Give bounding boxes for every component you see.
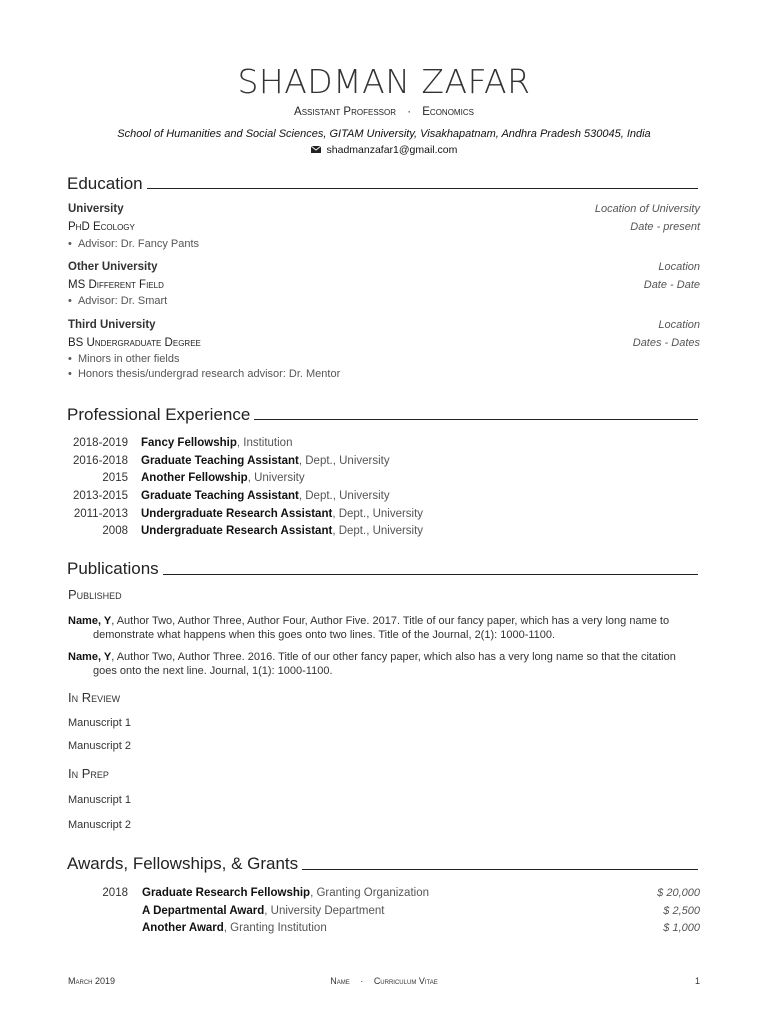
footer-name: Name bbox=[330, 976, 350, 986]
position-separator: · bbox=[407, 106, 412, 118]
experience-item: Another Fellowship, University bbox=[141, 472, 305, 484]
award-amount: $ 1,000 bbox=[663, 922, 700, 934]
cv-name: SHADMAN ZAFAR bbox=[237, 62, 531, 101]
experience-years: 2015 bbox=[102, 472, 128, 484]
experience-item: Graduate Teaching Assistant, Dept., University bbox=[141, 455, 390, 467]
degree-dates: Date - Date bbox=[643, 279, 700, 291]
award-amount: $ 20,000 bbox=[657, 887, 700, 899]
experience-item: Undergraduate Research Assistant, Dept., University bbox=[141, 508, 424, 520]
experience-item: Undergraduate Research Assistant, Dept., University bbox=[141, 525, 424, 537]
position-title: Assistant Professor bbox=[294, 106, 397, 118]
department: Economics bbox=[422, 106, 474, 118]
experience-item: Fancy Fellowship, Institution bbox=[141, 437, 293, 449]
experience-years: 2013-2015 bbox=[73, 490, 128, 502]
footer-doc: Curriculum Vitae bbox=[373, 976, 438, 986]
footer-center bbox=[0, 976, 768, 986]
award-item: A Departmental Award, University Department bbox=[142, 905, 385, 917]
position-line bbox=[0, 106, 768, 118]
list-item: • Advisor: Dr. Fancy Pants bbox=[68, 238, 200, 250]
school-location: Location of University bbox=[594, 203, 700, 215]
subsection-in-prep: In Prep bbox=[68, 766, 109, 781]
manuscript-item: Manuscript 2 bbox=[68, 740, 131, 752]
footer-date: March 2019 bbox=[68, 976, 116, 986]
school-location: Location bbox=[658, 319, 700, 331]
email-line bbox=[0, 144, 768, 156]
degree: MS Different Field bbox=[68, 279, 164, 291]
manuscript-item: Manuscript 2 bbox=[68, 819, 131, 831]
award-amount: $ 2,500 bbox=[663, 905, 700, 917]
section-title-experience: Professional Experience bbox=[67, 405, 254, 425]
section-title-publications: Publications bbox=[67, 559, 163, 579]
list-item: • Advisor: Dr. Smart bbox=[68, 295, 168, 307]
experience-years: 2016-2018 bbox=[73, 455, 128, 467]
envelope-icon bbox=[311, 146, 321, 153]
degree-dates: Date - present bbox=[630, 221, 700, 233]
school-name: Other University bbox=[68, 261, 158, 273]
degree-dates: Dates - Dates bbox=[632, 337, 700, 349]
degree: PhD Ecology bbox=[68, 221, 135, 233]
section-title-awards: Awards, Fellowships, & Grants bbox=[67, 854, 302, 874]
section-rule bbox=[67, 188, 698, 189]
experience-years: 2018-2019 bbox=[73, 437, 128, 449]
address: School of Humanities and Social Sciences, GITAM University, Visakhapatnam, Andhra Pradesh 530045, India bbox=[117, 128, 651, 140]
subsection-published: Published bbox=[68, 587, 122, 602]
section-title-education: Education bbox=[67, 174, 147, 194]
experience-years: 2008 bbox=[102, 525, 128, 537]
award-item: Graduate Research Fellowship, Granting Organization bbox=[142, 887, 429, 899]
email-link[interactable]: shadmanzafar1@gmail.com bbox=[326, 144, 458, 156]
page-number: 1 bbox=[694, 976, 700, 986]
manuscript-item: Manuscript 1 bbox=[68, 794, 131, 806]
school-location: Location bbox=[658, 261, 700, 273]
school-name: University bbox=[68, 203, 124, 215]
degree: BS Undergraduate Degree bbox=[68, 337, 201, 349]
footer-separator: · bbox=[360, 976, 364, 986]
experience-years: 2011-2013 bbox=[73, 508, 128, 520]
manuscript-item: Manuscript 1 bbox=[68, 717, 131, 729]
award-item: Another Award, Granting Institution bbox=[142, 922, 327, 934]
subsection-in-review: In Review bbox=[68, 690, 121, 705]
list-item: • Honors thesis/undergrad research advisor: Dr. Mentor bbox=[68, 368, 341, 380]
award-year: 2018 bbox=[102, 887, 128, 899]
experience-item: Graduate Teaching Assistant, Dept., University bbox=[141, 490, 390, 502]
publication-entry: Name, Y, Author Two, Author Three. 2016. Title of our other fancy paper, which also has a very long name so that the citation goes onto the next line. Journal, 1(1): 1000-1100. bbox=[68, 651, 676, 677]
publication-entry: Name, Y, Author Two, Author Three, Author Four, Author Five. 2017. Title of our fancy paper, which has a very long name to demonstrate what happens when this goes onto two lines. Title of the Journal, 2(1): 1000-1100. bbox=[68, 615, 670, 641]
school-name: Third University bbox=[68, 319, 156, 331]
list-item: • Minors in other fields bbox=[68, 353, 180, 365]
